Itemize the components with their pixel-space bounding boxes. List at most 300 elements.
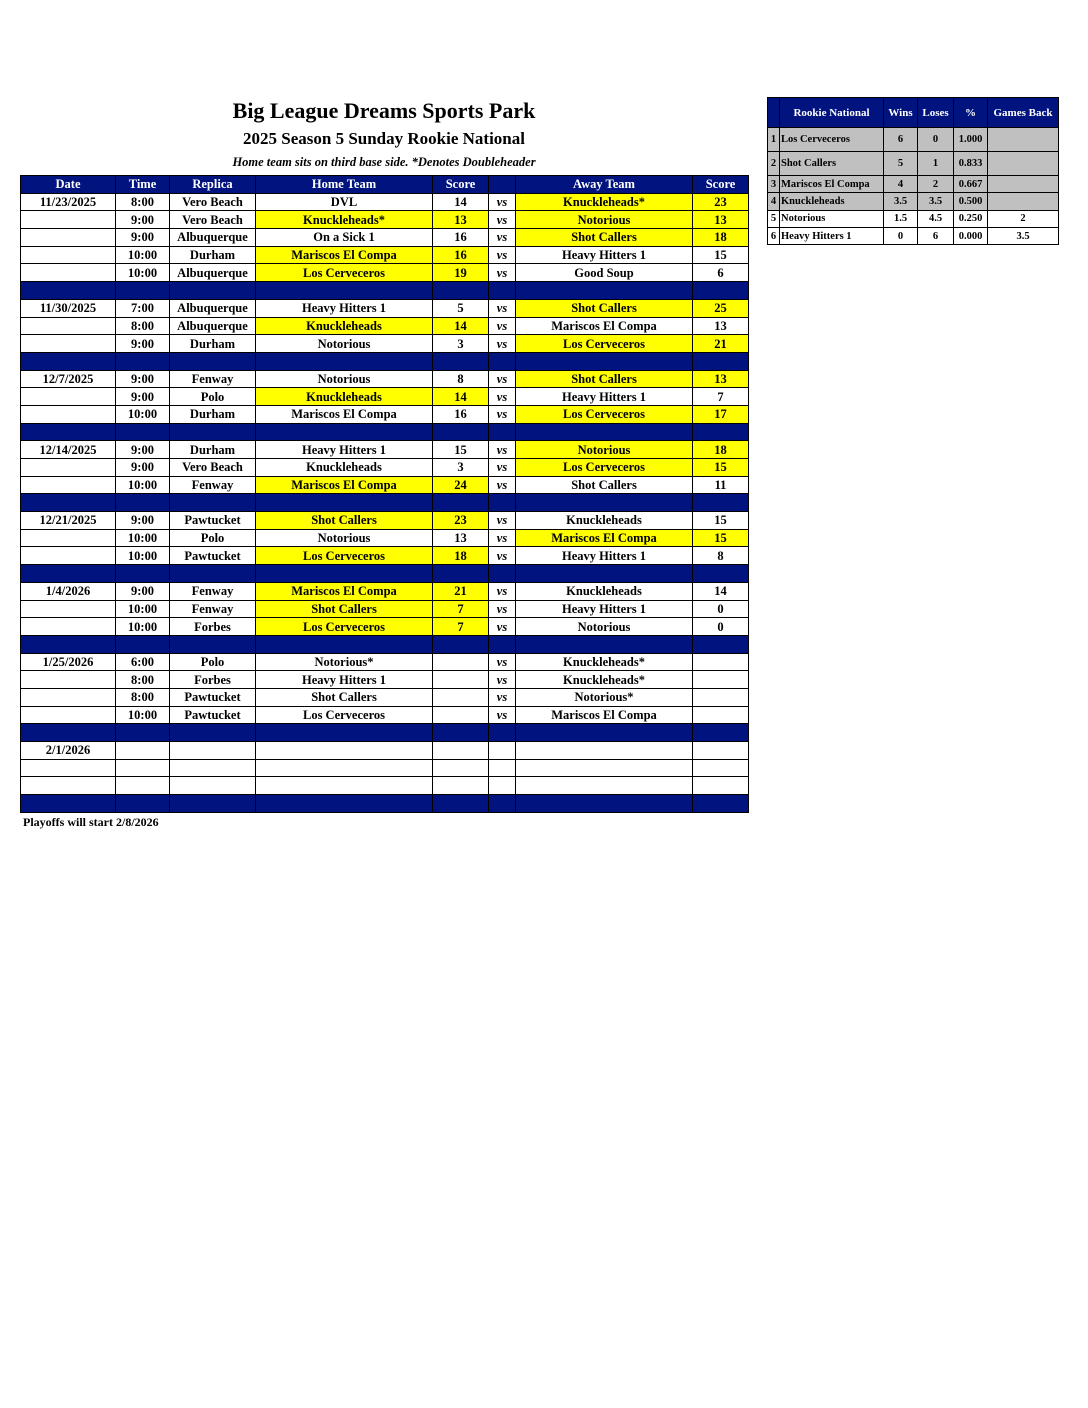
wins: 4: [884, 176, 918, 193]
home-team: Shot Callers: [256, 688, 433, 706]
game-row: [21, 600, 749, 618]
separator-cell: [170, 494, 256, 512]
rank: 2: [768, 152, 780, 176]
game-date: [21, 529, 116, 547]
separator-cell: [256, 635, 433, 653]
vs-label: vs: [489, 582, 516, 600]
home-team: Heavy Hitters 1: [256, 299, 433, 317]
game-time: 9:00: [116, 335, 170, 353]
separator-cell: [170, 635, 256, 653]
game-date: [21, 211, 116, 229]
game-row: [21, 370, 749, 388]
home-team: Notorious*: [256, 653, 433, 671]
standings-row: [768, 176, 1059, 193]
vs-label: vs: [489, 246, 516, 264]
vs-label: [489, 777, 516, 795]
field-name: Forbes: [170, 671, 256, 689]
field-name: [170, 777, 256, 795]
rank: 5: [768, 210, 780, 227]
week-separator-row: [21, 795, 749, 813]
away-team: Los Cerveceros: [516, 405, 693, 423]
column-header: Home Team: [256, 176, 433, 194]
column-header: Date: [21, 176, 116, 194]
rank: 4: [768, 193, 780, 210]
field-name: Vero Beach: [170, 459, 256, 477]
week-separator-row: [21, 635, 749, 653]
home-score: 23: [433, 512, 489, 530]
away-team: Shot Callers: [516, 229, 693, 247]
game-row: [21, 335, 749, 353]
away-team: Shot Callers: [516, 299, 693, 317]
separator-cell: [489, 724, 516, 742]
week-separator-row: [21, 494, 749, 512]
game-date: [21, 618, 116, 636]
vs-label: vs: [489, 229, 516, 247]
separator-cell: [21, 565, 116, 583]
separator-cell: [21, 494, 116, 512]
losses: 0: [918, 128, 954, 152]
game-date: [21, 688, 116, 706]
separator-cell: [21, 423, 116, 441]
home-score: 13: [433, 529, 489, 547]
separator-cell: [116, 565, 170, 583]
vs-label: vs: [489, 370, 516, 388]
game-row: [21, 459, 749, 477]
home-team-note: Home team sits on third base side. *Denotes Doubleheader: [232, 155, 536, 169]
game-date: [21, 264, 116, 282]
separator-cell: [433, 635, 489, 653]
game-time: 9:00: [116, 388, 170, 406]
away-score: 15: [693, 529, 749, 547]
game-time: 9:00: [116, 211, 170, 229]
field-name: Durham: [170, 335, 256, 353]
away-team: [516, 777, 693, 795]
game-row: [21, 441, 749, 459]
home-score: 24: [433, 476, 489, 494]
game-time: 7:00: [116, 299, 170, 317]
separator-cell: [256, 724, 433, 742]
separator-cell: [433, 795, 489, 813]
separator-cell: [116, 423, 170, 441]
standings-row: [768, 193, 1059, 210]
separator-cell: [116, 795, 170, 813]
home-score: 8: [433, 370, 489, 388]
away-score: 25: [693, 299, 749, 317]
week-separator-row: [21, 724, 749, 742]
game-row: [21, 246, 749, 264]
playoffs-note: Playoffs will start 2/8/2026: [23, 815, 159, 829]
separator-cell: [116, 635, 170, 653]
game-time: 10:00: [116, 476, 170, 494]
game-row: [21, 618, 749, 636]
game-date: [21, 759, 116, 777]
home-team: Heavy Hitters 1: [256, 671, 433, 689]
game-row: [21, 529, 749, 547]
away-team: Notorious: [516, 441, 693, 459]
home-team: Los Cerveceros: [256, 264, 433, 282]
separator-cell: [433, 494, 489, 512]
home-score: 14: [433, 317, 489, 335]
game-row: [21, 512, 749, 530]
game-time: 9:00: [116, 441, 170, 459]
separator-cell: [256, 795, 433, 813]
game-row: [21, 547, 749, 565]
vs-label: vs: [489, 405, 516, 423]
separator-cell: [21, 795, 116, 813]
home-team: Los Cerveceros: [256, 547, 433, 565]
game-row: [21, 317, 749, 335]
away-score: [693, 777, 749, 795]
separator-cell: [170, 352, 256, 370]
column-header: [489, 176, 516, 194]
wins: 5: [884, 152, 918, 176]
away-score: [693, 688, 749, 706]
home-score: 19: [433, 264, 489, 282]
team-name: Los Cerveceros: [780, 128, 884, 152]
vs-label: vs: [489, 653, 516, 671]
game-row: [21, 211, 749, 229]
field-name: Pawtucket: [170, 547, 256, 565]
away-score: 14: [693, 582, 749, 600]
game-time: 8:00: [116, 688, 170, 706]
home-score: 7: [433, 600, 489, 618]
game-date: [21, 547, 116, 565]
home-score: 14: [433, 193, 489, 211]
team-name: Knuckleheads: [780, 193, 884, 210]
separator-cell: [489, 423, 516, 441]
game-row: [21, 582, 749, 600]
home-team: Notorious: [256, 370, 433, 388]
home-team: Shot Callers: [256, 600, 433, 618]
rank: 6: [768, 227, 780, 244]
home-score: 21: [433, 582, 489, 600]
field-name: [170, 742, 256, 760]
home-team: [256, 777, 433, 795]
home-score: 14: [433, 388, 489, 406]
win-percentage: 0.250: [954, 210, 988, 227]
vs-label: vs: [489, 317, 516, 335]
home-score: 16: [433, 246, 489, 264]
separator-cell: [116, 282, 170, 300]
vs-label: vs: [489, 600, 516, 618]
home-team: Knuckleheads: [256, 459, 433, 477]
away-team: Los Cerveceros: [516, 335, 693, 353]
game-date: [21, 671, 116, 689]
home-team: [256, 759, 433, 777]
game-time: 10:00: [116, 405, 170, 423]
vs-label: vs: [489, 671, 516, 689]
rank: 1: [768, 128, 780, 152]
vs-label: vs: [489, 193, 516, 211]
field-name: Fenway: [170, 582, 256, 600]
win-percentage: 0.000: [954, 227, 988, 244]
away-team: Knuckleheads: [516, 512, 693, 530]
away-score: 13: [693, 317, 749, 335]
game-date: 1/4/2026: [21, 582, 116, 600]
separator-cell: [693, 282, 749, 300]
home-score: [433, 777, 489, 795]
away-team: Heavy Hitters 1: [516, 388, 693, 406]
separator-cell: [693, 494, 749, 512]
schedule-header-row: [21, 176, 749, 194]
separator-cell: [116, 352, 170, 370]
standings-row: [768, 152, 1059, 176]
away-team: [516, 742, 693, 760]
home-team: Los Cerveceros: [256, 706, 433, 724]
field-name: Durham: [170, 405, 256, 423]
vs-label: vs: [489, 706, 516, 724]
home-score: [433, 671, 489, 689]
game-date: [21, 405, 116, 423]
game-row: [21, 653, 749, 671]
game-date: [21, 246, 116, 264]
game-time: [116, 742, 170, 760]
win-percentage: 0.667: [954, 176, 988, 193]
standings-row: [768, 128, 1059, 152]
game-row: [21, 229, 749, 247]
game-time: 9:00: [116, 370, 170, 388]
losses: 1: [918, 152, 954, 176]
home-score: 16: [433, 229, 489, 247]
column-header: Games Back: [988, 98, 1059, 128]
home-team: Mariscos El Compa: [256, 246, 433, 264]
home-score: [433, 706, 489, 724]
separator-cell: [433, 423, 489, 441]
away-team: Mariscos El Compa: [516, 706, 693, 724]
home-score: [433, 759, 489, 777]
column-header: Rookie National: [780, 98, 884, 128]
game-row: [21, 671, 749, 689]
column-header: Score: [693, 176, 749, 194]
home-score: 16: [433, 405, 489, 423]
home-team: Mariscos El Compa: [256, 476, 433, 494]
game-row: [21, 299, 749, 317]
separator-cell: [489, 565, 516, 583]
column-header: Replica: [170, 176, 256, 194]
separator-cell: [516, 423, 693, 441]
away-score: 18: [693, 229, 749, 247]
games-back: 3.5: [988, 227, 1059, 244]
losses: 4.5: [918, 210, 954, 227]
separator-cell: [256, 423, 433, 441]
field-name: Vero Beach: [170, 193, 256, 211]
home-score: 13: [433, 211, 489, 229]
game-row: [21, 476, 749, 494]
home-team: DVL: [256, 193, 433, 211]
separator-cell: [433, 352, 489, 370]
team-name: Heavy Hitters 1: [780, 227, 884, 244]
away-team: Knuckleheads: [516, 582, 693, 600]
away-score: 6: [693, 264, 749, 282]
away-score: 11: [693, 476, 749, 494]
field-name: Polo: [170, 653, 256, 671]
away-team: Notorious: [516, 211, 693, 229]
away-team: Mariscos El Compa: [516, 529, 693, 547]
game-date: 12/21/2025: [21, 512, 116, 530]
game-time: 10:00: [116, 706, 170, 724]
home-score: 7: [433, 618, 489, 636]
away-score: [693, 671, 749, 689]
wins: 6: [884, 128, 918, 152]
field-name: Polo: [170, 388, 256, 406]
away-team: Heavy Hitters 1: [516, 600, 693, 618]
game-date: [21, 600, 116, 618]
field-name: Pawtucket: [170, 706, 256, 724]
game-time: 9:00: [116, 229, 170, 247]
separator-cell: [489, 282, 516, 300]
separator-cell: [693, 423, 749, 441]
away-team: Shot Callers: [516, 476, 693, 494]
game-row: [21, 405, 749, 423]
home-score: [433, 688, 489, 706]
field-name: Pawtucket: [170, 512, 256, 530]
game-time: 6:00: [116, 653, 170, 671]
separator-cell: [489, 795, 516, 813]
home-score: [433, 742, 489, 760]
column-header: Wins: [884, 98, 918, 128]
field-name: Albuquerque: [170, 229, 256, 247]
wins: 1.5: [884, 210, 918, 227]
separator-cell: [693, 635, 749, 653]
game-date: [21, 317, 116, 335]
losses: 6: [918, 227, 954, 244]
home-score: 5: [433, 299, 489, 317]
vs-label: vs: [489, 547, 516, 565]
separator-cell: [170, 795, 256, 813]
win-percentage: 0.833: [954, 152, 988, 176]
field-name: Fenway: [170, 476, 256, 494]
field-name: Fenway: [170, 600, 256, 618]
field-name: Albuquerque: [170, 299, 256, 317]
game-time: 10:00: [116, 264, 170, 282]
game-date: [21, 459, 116, 477]
home-team: Notorious: [256, 335, 433, 353]
away-team: Los Cerveceros: [516, 459, 693, 477]
separator-cell: [693, 565, 749, 583]
home-team: Notorious: [256, 529, 433, 547]
separator-cell: [433, 565, 489, 583]
wins: 3.5: [884, 193, 918, 210]
game-date: 12/14/2025: [21, 441, 116, 459]
standings-header-row: [768, 98, 1059, 128]
separator-cell: [256, 282, 433, 300]
game-date: 1/25/2026: [21, 653, 116, 671]
field-name: Fenway: [170, 370, 256, 388]
game-row: [21, 742, 749, 760]
game-row: [21, 688, 749, 706]
standings-table: [767, 97, 1059, 245]
week-separator-row: [21, 565, 749, 583]
separator-cell: [256, 565, 433, 583]
column-header: %: [954, 98, 988, 128]
vs-label: vs: [489, 476, 516, 494]
games-back: [988, 193, 1059, 210]
away-score: 8: [693, 547, 749, 565]
column-header: Loses: [918, 98, 954, 128]
vs-label: vs: [489, 459, 516, 477]
games-back: 2: [988, 210, 1059, 227]
separator-cell: [693, 352, 749, 370]
games-back: [988, 152, 1059, 176]
game-time: 10:00: [116, 547, 170, 565]
separator-cell: [116, 724, 170, 742]
separator-cell: [170, 724, 256, 742]
game-time: 9:00: [116, 459, 170, 477]
field-name: Durham: [170, 441, 256, 459]
game-row: [21, 388, 749, 406]
home-score: 15: [433, 441, 489, 459]
game-date: [21, 229, 116, 247]
field-name: Albuquerque: [170, 317, 256, 335]
home-team: Knuckleheads: [256, 317, 433, 335]
schedule-table: [20, 175, 749, 813]
rank: 3: [768, 176, 780, 193]
away-team: Notorious*: [516, 688, 693, 706]
away-team: Shot Callers: [516, 370, 693, 388]
vs-label: vs: [489, 512, 516, 530]
game-time: 10:00: [116, 600, 170, 618]
vs-label: vs: [489, 441, 516, 459]
field-name: Durham: [170, 246, 256, 264]
away-team: Heavy Hitters 1: [516, 246, 693, 264]
game-date: 11/30/2025: [21, 299, 116, 317]
vs-label: vs: [489, 618, 516, 636]
team-name: Notorious: [780, 210, 884, 227]
separator-cell: [170, 423, 256, 441]
home-team: On a Sick 1: [256, 229, 433, 247]
page-title: Big League Dreams Sports Park: [232, 98, 536, 123]
column-header: Away Team: [516, 176, 693, 194]
away-score: 13: [693, 211, 749, 229]
column-header: Score: [433, 176, 489, 194]
week-separator-row: [21, 352, 749, 370]
win-percentage: 0.500: [954, 193, 988, 210]
home-score: [433, 653, 489, 671]
separator-cell: [516, 635, 693, 653]
losses: 3.5: [918, 193, 954, 210]
separator-cell: [170, 565, 256, 583]
away-score: [693, 742, 749, 760]
away-team: Knuckleheads*: [516, 671, 693, 689]
week-separator-row: [21, 282, 749, 300]
game-date: [21, 388, 116, 406]
home-team: Knuckleheads: [256, 388, 433, 406]
game-time: 8:00: [116, 193, 170, 211]
home-team: Mariscos El Compa: [256, 405, 433, 423]
home-team: Mariscos El Compa: [256, 582, 433, 600]
separator-cell: [489, 352, 516, 370]
away-score: 7: [693, 388, 749, 406]
away-team: [516, 759, 693, 777]
separator-cell: [256, 494, 433, 512]
away-score: 17: [693, 405, 749, 423]
game-time: 10:00: [116, 246, 170, 264]
game-date: [21, 476, 116, 494]
vs-label: vs: [489, 388, 516, 406]
away-score: 15: [693, 246, 749, 264]
separator-cell: [693, 795, 749, 813]
away-team: Mariscos El Compa: [516, 317, 693, 335]
vs-label: vs: [489, 299, 516, 317]
separator-cell: [516, 352, 693, 370]
game-row: [21, 759, 749, 777]
separator-cell: [256, 352, 433, 370]
away-score: [693, 653, 749, 671]
game-time: 8:00: [116, 671, 170, 689]
vs-label: vs: [489, 688, 516, 706]
home-team: [256, 742, 433, 760]
away-team: Notorious: [516, 618, 693, 636]
